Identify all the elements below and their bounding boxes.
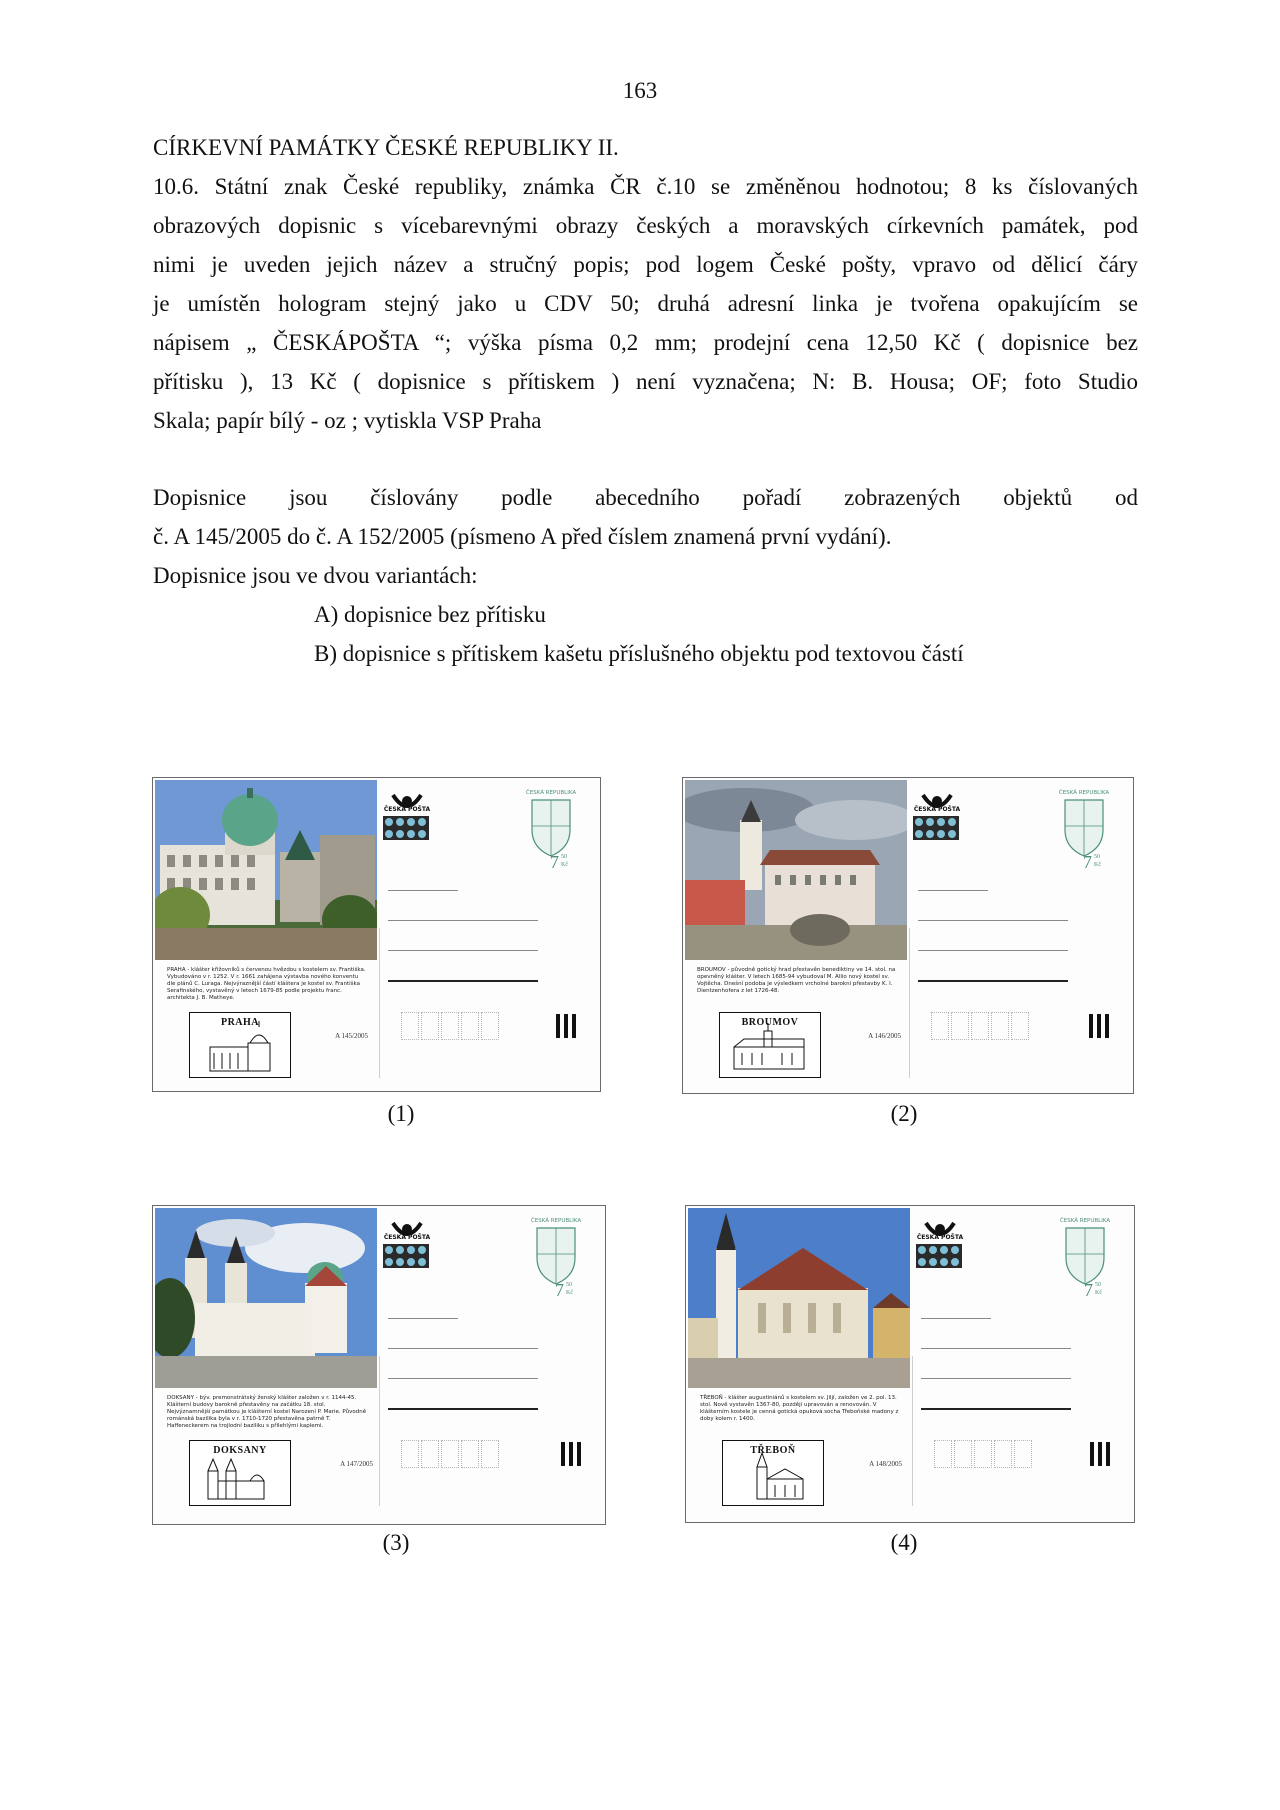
stamp-value: 7: [1083, 852, 1092, 872]
zip-box: [1014, 1440, 1032, 1468]
stamp-country: ČESKÁ REPUBLIKA: [525, 790, 577, 796]
postcard-caption: BROUMOV - původně gotický hrad přestavěn benediktiny ve 14. stol. na opevněný klášter. V letech 1685-94 vybudoval M. Allio nový kostel sv. Vojtěcha. Dnešní podoba je výsledkem vrcholné barokní přestavby K. I. Dientzenhofera z let 1726-48.: [697, 967, 896, 994]
stamp-currency: Kč: [561, 862, 568, 868]
address-line: [388, 890, 458, 891]
paragraph-line: Dopisnice jsou ve dvou variantách:: [153, 563, 478, 588]
paragraph-line: je umístěn hologram stejný jako u CDV 50; druhá adresní linka je tvořena opakujícím se: [153, 291, 1138, 316]
stamp-value-decimal: 50: [566, 1282, 572, 1288]
imprint-box: [722, 1440, 824, 1506]
stamp-country: ČESKÁ REPUBLIKA: [1058, 790, 1110, 796]
hologram-icon: [383, 816, 429, 840]
postcard-praha: [152, 777, 601, 1092]
address-line: [388, 950, 538, 951]
stamp-value: 7: [1084, 1280, 1093, 1300]
imprint-box: [189, 1012, 291, 1078]
stamp-value-decimal: 50: [1095, 1282, 1101, 1288]
postcard-broumov: [682, 777, 1134, 1094]
zip-box: [954, 1440, 972, 1468]
zip-box: [461, 1440, 479, 1468]
stamp-country: ČESKÁ REPUBLIKA: [1059, 1218, 1111, 1224]
card-number: A 145/2005: [335, 1032, 368, 1040]
address-line: [388, 1348, 538, 1349]
zip-box: [481, 1012, 499, 1040]
card-number: A 146/2005: [868, 1032, 901, 1040]
divider-line: [379, 1356, 380, 1506]
paragraph-line: Dopisnice jsou číslovány podle abecedního pořadí zobrazených objektů od: [153, 485, 1138, 510]
stamp-value-decimal: 50: [1094, 854, 1100, 860]
zip-box: [481, 1440, 499, 1468]
address-line: [921, 1348, 1071, 1349]
card-number: A 148/2005: [869, 1460, 902, 1468]
zip-box: [461, 1012, 479, 1040]
address-line: [388, 920, 538, 921]
address-line: [388, 1408, 538, 1410]
postcard-caption: PRAHA - klášter křižovníků s červenou hvězdou s kostelem sv. Františka. Vybudováno v r. 1252. V r. 1661 zahájena výstavba nového konventu dle plánů C. Luraga. Nejvýraznější částí kláštera je kostel sv. Františka Serafinského, vystavěný v letech 1679-85 podle projektu franc. architekta J. B. Matheye.: [167, 967, 366, 1001]
page-number: 163: [622, 78, 658, 103]
post-name: ČESKÁ POŠTA: [383, 1234, 431, 1241]
stamp-value-decimal: 50: [561, 854, 567, 860]
address-line: [388, 1378, 538, 1379]
zip-box: [401, 1012, 419, 1040]
imprint-label: DOKSANY: [213, 1445, 267, 1456]
postcard-doksany: [152, 1205, 606, 1525]
zip-box: [991, 1012, 1009, 1040]
stamp: [1053, 786, 1115, 876]
hologram-icon: [383, 1244, 429, 1268]
imprint-label: PRAHA: [220, 1017, 260, 1028]
zip-box: [931, 1012, 949, 1040]
numbering-paragraph: [153, 478, 1138, 673]
divider-line: [909, 928, 910, 1078]
postcard-photo: [688, 1208, 910, 1388]
post-name: ČESKÁ POŠTA: [916, 1234, 964, 1241]
paragraph-line: nimi je uveden jejich název a stručný popis; pod logem České pošty, vpravo od dělicí čáry: [153, 252, 1138, 277]
zip-box: [994, 1440, 1012, 1468]
paragraph-line: obrazových dopisnic s vícebarevnými obrazy českých a moravských církevních památek, pod: [153, 213, 1138, 238]
stamp-currency: Kč: [1095, 1290, 1102, 1296]
divider-line: [912, 1356, 913, 1506]
address-line: [921, 1408, 1071, 1410]
figure-label: (2): [890, 1101, 918, 1126]
zip-box: [401, 1440, 419, 1468]
stamp-country: ČESKÁ REPUBLIKA: [530, 1218, 582, 1224]
postcard-photo: [685, 780, 907, 960]
stamp-currency: Kč: [566, 1290, 573, 1296]
figure-label: (4): [890, 1530, 918, 1555]
paragraph-line: č. A 145/2005 do č. A 152/2005 (písmeno A před číslem znamená první vydání).: [153, 524, 892, 549]
imprint-label: TŘEBOŇ: [750, 1445, 796, 1456]
paragraph-line: nápisem „ ČESKÁPOŠTA “; výška písma 0,2 mm; prodejní cena 12,50 Kč ( dopisnice bez: [153, 330, 1138, 355]
address-line: [921, 1378, 1071, 1379]
imprint-box: [719, 1012, 821, 1078]
address-line: [918, 920, 1068, 921]
hologram-icon: [913, 816, 959, 840]
variant-a: A) dopisnice bez přítisku: [314, 602, 546, 627]
stamp-value: 7: [550, 852, 559, 872]
church-sketch-icon: [723, 1441, 823, 1505]
paragraph-line: přítisku ), 13 Kč ( dopisnice s přítiskem ) není vyznačena; N: B. Housa; OF; foto Studio: [153, 369, 1138, 394]
postcard-trebon: [685, 1205, 1135, 1523]
address-line: [918, 980, 1068, 982]
zip-box: [421, 1012, 439, 1040]
paragraph-line: 10.6. Státní znak České republiky, známka ČR č.10 se změněnou hodnotou; 8 ks číslovaných: [153, 174, 1138, 199]
card-number: A 147/2005: [340, 1460, 373, 1468]
post-name: ČESKÁ POŠTA: [913, 806, 961, 813]
zip-box: [441, 1012, 459, 1040]
section-heading: CÍRKEVNÍ PAMÁTKY ČESKÉ REPUBLIKY II.: [153, 135, 619, 160]
postcard-caption: TŘEBOŇ - klášter augustiniánů s kostelem sv. Jiljí, založen ve 2. pol. 13. stol. Nově vystavěn 1367-80, později upravován a renovován. V klášterním kostele je cenná gotická opuková socha Třeboňské madony z doby kolem r. 1400.: [700, 1395, 899, 1422]
zip-box: [1011, 1012, 1029, 1040]
post-name: ČESKÁ POŠTA: [383, 806, 431, 813]
church-sketch-icon: [190, 1441, 290, 1505]
address-line: [921, 1318, 991, 1319]
paragraph-line: Skala; papír bílý - oz ; vytiskla VSP Praha: [153, 408, 542, 433]
stamp: [520, 786, 582, 876]
zip-box: [951, 1012, 969, 1040]
zip-box: [974, 1440, 992, 1468]
figure-label: (1): [387, 1101, 415, 1126]
description-paragraph: [153, 167, 1138, 440]
postcard-photo: [155, 780, 377, 960]
stamp-value: 7: [555, 1280, 564, 1300]
zip-box: [971, 1012, 989, 1040]
address-line: [918, 890, 988, 891]
stamp-currency: Kč: [1094, 862, 1101, 868]
monastery-sketch-icon: [720, 1013, 820, 1077]
hologram-icon: [916, 1244, 962, 1268]
imprint-label: BROUMOV: [741, 1017, 799, 1028]
church-sketch-icon: [190, 1013, 290, 1077]
zip-box: [421, 1440, 439, 1468]
zip-box: [441, 1440, 459, 1468]
zip-box: [934, 1440, 952, 1468]
divider-line: [379, 928, 380, 1078]
postcard-caption: DOKSANY - býv. premonstrátský ženský klášter založen v r. 1144-45. Klášterní budovy barokně přestavěny na začátku 18. stol. Nejvýznamnější památkou je klášterní kostel Narození P. Marie. Původně románská bazilika byla v r. 1710-1720 přestavěna patrně T. Haffeneckerem na trojlodní baziliku s přilehlými kaplemi.: [167, 1395, 367, 1429]
imprint-box: [189, 1440, 291, 1506]
address-line: [918, 950, 1068, 951]
variant-b: B) dopisnice s přítiskem kašetu příslušného objektu pod textovou částí: [314, 641, 964, 666]
stamp: [525, 1214, 587, 1304]
address-line: [388, 1318, 458, 1319]
address-line: [388, 980, 538, 982]
figure-label: (3): [382, 1530, 410, 1555]
stamp: [1054, 1214, 1116, 1304]
postcard-photo: [155, 1208, 377, 1388]
